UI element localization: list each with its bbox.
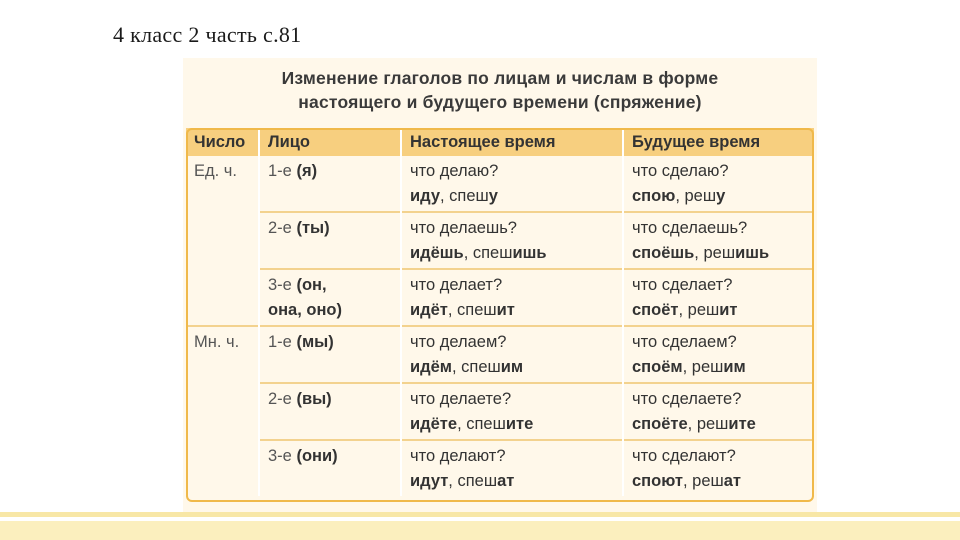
future-cell: что сделают? споют, решат — [623, 440, 814, 496]
present-form-b-stem: спеш — [472, 244, 513, 262]
future-form-b-ending: ите — [728, 415, 756, 433]
number-cell — [186, 212, 259, 269]
table-row — [186, 156, 814, 212]
future-form-b-stem: реш — [684, 187, 717, 205]
present-form-a: идёшь — [410, 244, 464, 262]
header-future: Будущее время — [623, 128, 814, 156]
future-question: что сделаешь? — [632, 219, 748, 237]
person-label: 2-е — [268, 390, 292, 408]
number-cell — [186, 269, 259, 326]
future-form-b-stem: реш — [692, 472, 724, 490]
header-number: Число — [186, 128, 259, 156]
present-cell: что делаете? идёте, спешите — [401, 383, 623, 440]
person-label: 3-е — [268, 276, 292, 294]
present-form-b-ending: ите — [505, 415, 534, 433]
future-form-a: спою — [632, 187, 676, 205]
present-cell: что делаю? иду, спешу — [401, 156, 623, 212]
pronoun: (они) — [296, 447, 338, 465]
footer-band — [0, 521, 960, 540]
number-cell — [186, 383, 259, 440]
number-label — [194, 440, 250, 443]
future-question: что сделаю? — [632, 162, 729, 180]
future-form-a: споют — [632, 472, 683, 490]
present-form-b-stem: спеш — [457, 301, 497, 319]
future-form-b-ending: им — [723, 358, 746, 376]
person-cell — [259, 212, 401, 269]
number-label: Ед. ч. — [194, 162, 237, 180]
future-form-b-stem: реш — [696, 415, 729, 433]
person-label: 2-е — [268, 219, 292, 237]
present-question: что делаю? — [410, 162, 499, 180]
person-label: 1-е — [268, 333, 292, 351]
person-cell — [259, 156, 401, 212]
future-cell: что сделаете? споёте, решите — [623, 383, 814, 440]
present-form-b-ending: ат — [497, 472, 515, 490]
present-question: что делает? — [410, 276, 503, 294]
present-form-b-ending: ишь — [512, 244, 547, 262]
present-form-a: идёте — [410, 415, 458, 433]
future-form-a: споёте — [632, 415, 688, 433]
person-label: 1-е — [268, 162, 292, 180]
person-label: 3-е — [268, 447, 292, 465]
future-cell: что сделает? споёт, решит — [623, 269, 814, 326]
future-form-b-ending: ит — [719, 301, 738, 319]
present-question: что делаем? — [410, 333, 507, 351]
present-cell: что делаем? идём, спешим — [401, 326, 623, 383]
table-body — [186, 156, 814, 496]
number-label — [194, 212, 250, 215]
conjugation-table — [186, 128, 814, 496]
number-cell — [186, 156, 259, 212]
person-cell — [259, 440, 401, 496]
table-row — [186, 440, 814, 496]
present-form-a: идём — [410, 358, 452, 376]
present-form-a: иду — [410, 187, 440, 205]
panel-title-line1: Изменение глаголов по лицам и числам в форме — [281, 68, 719, 88]
pronoun: (мы) — [296, 333, 334, 351]
present-form-b-ending: ит — [496, 301, 515, 319]
table-row — [186, 212, 814, 269]
future-question: что сделаете? — [632, 390, 742, 408]
panel-title — [183, 66, 817, 114]
future-form-a: споёт — [632, 301, 679, 319]
pronoun: (я) — [296, 162, 318, 180]
present-question: что делают? — [410, 447, 506, 465]
number-cell — [186, 440, 259, 496]
present-cell: что делает? идёт, спешит — [401, 269, 623, 326]
person-cell — [259, 269, 401, 326]
future-cell: что сделаю? спою, решу — [623, 156, 814, 212]
present-form-a: идут — [410, 472, 449, 490]
page-heading: 4 класс 2 часть с.81 — [113, 22, 302, 47]
pronoun: (вы) — [296, 390, 332, 408]
table-row — [186, 269, 814, 326]
panel-title-line2: настоящего и будущего времени (спряжение) — [298, 92, 702, 112]
footer-stripe — [0, 512, 960, 517]
future-form-b-stem: реш — [687, 301, 720, 319]
pronoun: (ты) — [296, 219, 330, 237]
present-question: что делаете? — [410, 390, 512, 408]
header-person: Лицо — [259, 128, 401, 156]
future-form-b-ending: ишь — [735, 244, 770, 262]
present-form-a: идёт — [410, 301, 448, 319]
future-cell: что сделаешь? споёшь, решишь — [623, 212, 814, 269]
present-question: что делаешь? — [410, 219, 517, 237]
future-cell: что сделаем? споём, решим — [623, 326, 814, 383]
present-form-b-stem: спеш — [449, 187, 489, 205]
present-form-b-ending: у — [488, 187, 498, 205]
table-row — [186, 326, 814, 383]
future-question: что сделают? — [632, 447, 736, 465]
future-form-a: споёшь — [632, 244, 695, 262]
future-form-b-stem: реш — [703, 244, 736, 262]
future-question: что сделает? — [632, 276, 733, 294]
present-cell: что делают? идут, спешат — [401, 440, 623, 496]
present-form-b-stem: спеш — [461, 358, 501, 376]
number-cell — [186, 326, 259, 383]
textbook-panel — [183, 58, 817, 514]
future-form-b-stem: реш — [691, 358, 724, 376]
number-label — [194, 383, 250, 386]
present-cell: что делаешь? идёшь, спешишь — [401, 212, 623, 269]
header-present: Настоящее время — [401, 128, 623, 156]
present-form-b-stem: спеш — [457, 472, 498, 490]
table-header-row — [186, 128, 814, 156]
future-form-a: споём — [632, 358, 683, 376]
pronoun: (он, — [296, 276, 327, 294]
present-form-b-ending: им — [500, 358, 524, 376]
number-label — [194, 269, 250, 272]
person-cell — [259, 326, 401, 383]
present-form-b-stem: спеш — [466, 415, 506, 433]
table-row — [186, 383, 814, 440]
future-form-b-ending: у — [716, 187, 726, 205]
pronoun-continued: она, оно) — [268, 301, 343, 319]
future-question: что сделаем? — [632, 333, 737, 351]
number-label: Мн. ч. — [194, 333, 240, 351]
person-cell — [259, 383, 401, 440]
future-form-b-ending: ат — [723, 472, 742, 490]
